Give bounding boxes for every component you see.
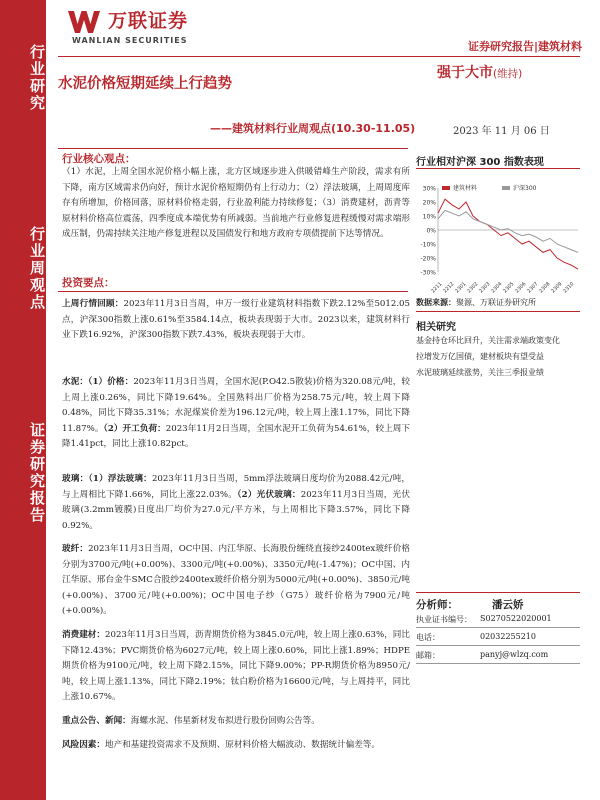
x-tick-label: 2305 [502, 281, 516, 295]
chart-source [416, 297, 536, 308]
header-report-type: 证券研究报告|建筑材料 [467, 40, 582, 53]
core-paragraph: （1）水泥，上周全国水泥价格小幅上涨，北方区域逐步进入供暖错峰生产阶段，需求有所下降，南方区域需求仍向好，预计水泥价格短期仍有上行动力；（2）浮法玻璃，上周周度库存有所增加，价格回落，原材料价格走弱，行业盈利能力持续修复；（3）消费建材，沥青等原材料价格高位震荡，四季度成本端优势有所减弱。当前地产行业修复进程缓慢对需求端形成压制，仍需持续关注地产修复进程以及国债发行和地方政府专项债提前下达等情况。 [62, 167, 410, 240]
glass-label: 玻璃： [62, 474, 89, 484]
y-tick-label: 0% [426, 227, 436, 235]
analyst-block [416, 597, 524, 612]
sidebar-label-industry-research: 行业研究 [28, 44, 46, 112]
cement-price-label: （1）价格： [88, 377, 134, 387]
y-tick-label: -10% [420, 241, 436, 249]
cert-value: S0270522020001 [480, 614, 552, 623]
x-tick-label: 2307 [526, 281, 540, 295]
legend-swatch [442, 186, 450, 190]
logo-text-en: WANLIAN SECURITIES [72, 36, 188, 45]
legend-label: 建筑材料 [453, 185, 478, 192]
cement-label: 水泥： [62, 377, 89, 387]
x-tick-label: 2301 [454, 281, 468, 295]
email-divider [416, 663, 580, 664]
cert-divider [416, 627, 580, 628]
pv-glass-label: （2）光伏玻璃： [237, 489, 301, 500]
rating-sub: (维持) [493, 68, 523, 80]
news-paragraph [62, 714, 410, 730]
x-tick-label: 2211 [430, 281, 444, 295]
y-tick-label: -20% [420, 255, 436, 263]
x-tick-label: 2302 [466, 281, 480, 295]
rating-main: 强于大市 [437, 65, 493, 81]
y-tick-label: 30% [422, 185, 436, 193]
related-item[interactable]: 拉增发万亿国债，建材板块有望受益 [416, 352, 544, 361]
fiberglass-text: 2023年11月3日当周，OC中国、内江华原、长海股份缠绕直接纱2400tex玻纤价格分别为3700元/吨(+0.00%)、3300元/吨(+0.00%)、3350元/吨(-1.47%)；OC中国、内江华原、邢台金牛SMC合股纱2400tex玻纤价格分别为5000元/吨(+0.00%)、3850元/吨(+0.00%)、3700元/吨(+0.00%)；OC中国电子纱（G75）玻纤价格为7900元/吨(+0.00%)。 [62, 544, 410, 617]
chart-top-divider [416, 168, 580, 169]
cert-row [416, 614, 552, 625]
report-title: 水泥价格短期延续上行趋势 [58, 76, 232, 92]
glass-paragraph [62, 472, 410, 534]
related-item[interactable]: 水泥玻璃延续涨势，关注三季报业绩 [416, 368, 544, 377]
fiberglass-label: 玻纤： [62, 544, 89, 554]
related-research-heading: 相关研究 [416, 322, 456, 333]
cert-label: 执业证书编号： [416, 615, 472, 624]
x-tick-label: 2303 [478, 281, 492, 295]
sidebar-label-weekly-view: 行业周观点 [28, 225, 46, 311]
source-text: 聚源、万联证券研究所 [456, 298, 536, 307]
news-text: 海螺水泥、伟星新材发布拟进行股份回购公告等。 [130, 716, 320, 726]
consumer-materials-paragraph [62, 628, 410, 706]
consumer-materials-label: 消费建材： [62, 630, 106, 640]
core-heading: 行业核心观点： [62, 153, 136, 165]
y-tick-label: 20% [422, 199, 436, 207]
header-divider [58, 56, 580, 57]
series-line-1 [438, 210, 578, 252]
legend-swatch [502, 186, 510, 190]
source-label: 数据来源： [416, 297, 456, 307]
invest-heading: 投资要点： [62, 277, 115, 289]
x-tick-label: 2212 [442, 281, 456, 295]
main-top-divider [58, 148, 408, 149]
consumer-materials-text: 2023年11月3日当周，沥青期货价格为3845.0元/吨，较上周上涨0.63%，同比下降12.43%；PVC期货价格为6027元/吨，较上周上涨0.60%，同比上涨1.89%；HDPE期货价格为9100元/吨，较上周下降2.15%，同比下降9.00%；PP-R期货价格为8950元/吨，较上周上涨1.13%，同比下降2.19%；钛白粉价格为16600元/吨，与上周持平，同比上涨10.67%。 [62, 630, 410, 703]
news-label: 重点公告、新闻： [62, 716, 131, 726]
market-review-label: 上周行情回顾： [62, 299, 124, 309]
related-research-list [416, 333, 582, 381]
email-value[interactable]: panyj@wlzq.com [480, 650, 549, 659]
phone-divider [416, 645, 580, 646]
pv-glass-text: 2023年11月3日当周，光伏玻璃(3.2mm镀膜)日度出厂均价为27.0元/平方米，与上周相比下降3.57%，同比下降0.92%。 [62, 489, 410, 531]
logo-text-cn: 万联证券 [108, 10, 189, 32]
phone-label: 电话： [416, 633, 440, 642]
y-tick-label: 10% [422, 213, 436, 221]
x-tick-label: 2310 [562, 281, 576, 295]
fiberglass-paragraph [62, 542, 410, 620]
cement-load-text: 2023年11月2日当周，全国水泥开工负荷为54.61%，较上周下降1.41pct，同比上涨10.82pct。 [62, 423, 410, 450]
cement-paragraph [62, 375, 410, 453]
sidebar-label-research-report: 证券研究报告 [28, 422, 46, 524]
risk-label: 风险因素： [62, 740, 105, 750]
float-glass-label: （1）浮法玻璃： [88, 474, 152, 484]
analyst-name: 潘云娇 [492, 599, 524, 611]
related-item[interactable]: 基金持仓环比回升，关注需求端政策变化 [416, 336, 560, 345]
x-tick-label: 2304 [490, 281, 504, 295]
analyst-top-divider [416, 592, 580, 593]
cement-load-label: （2）开工负荷： [103, 423, 166, 434]
x-tick-label: 2309 [550, 281, 564, 295]
phone-value: 02032255210 [480, 632, 536, 641]
invest-divider [58, 291, 408, 292]
legend-label: 沪深300 [513, 185, 537, 192]
analyst-label: 分析师： [416, 599, 458, 611]
x-tick-label: 2308 [538, 281, 552, 295]
cement-price-text: 2023年11月3日当周，全国水泥(P.O42.5散装)价格为320.08元/吨，较上周上涨0.26%，同比下降19.64%。全国熟料出厂价格为258.75元/吨，较上周下降0.48%，同比下降35.31%；水泥煤炭价差为196.12元/吨，较上周上涨1.17%，同比下降11.87%。 [62, 377, 410, 434]
market-review-text: 2023年11月3日当周，申万一级行业建筑材料指数下跌2.12%至5012.05点，沪深300指数上涨0.61%至3584.14点，板块表现弱于大市。2023以来，建筑材料行业下跌16.92%，沪深300指数下跌7.43%，板块表现弱于大市。 [62, 299, 410, 341]
market-review-paragraph [62, 297, 410, 344]
related-divider [416, 311, 580, 312]
rating-badge [437, 62, 522, 82]
y-tick-label: -30% [420, 269, 436, 277]
risk-text: 地产和基建投资需求不及预期、原材料价格大幅波动、数据统计偏差等。 [104, 740, 380, 750]
risk-paragraph [62, 738, 410, 754]
report-subtitle: ——建筑材料行业周观点(10.30-11.05) [210, 122, 416, 135]
x-tick-label: 2306 [514, 281, 528, 295]
email-label: 邮箱： [416, 651, 440, 660]
page-header [46, 0, 600, 60]
wanlian-logo-icon [66, 8, 102, 36]
phone-row [416, 632, 536, 643]
relative-performance-chart [414, 176, 582, 296]
series-line-0 [438, 199, 578, 269]
left-sidebar [0, 0, 46, 800]
float-glass-text: 2023年11月3日当周，5mm浮法玻璃日度均价为2088.42元/吨，与上周相比下降1.66%，同比上涨22.03%。 [62, 474, 410, 500]
email-row [416, 650, 549, 661]
report-date: 2023 年 11 月 06 日 [453, 126, 550, 137]
chart-title: 行业相对沪深 300 指数表现 [416, 157, 544, 168]
